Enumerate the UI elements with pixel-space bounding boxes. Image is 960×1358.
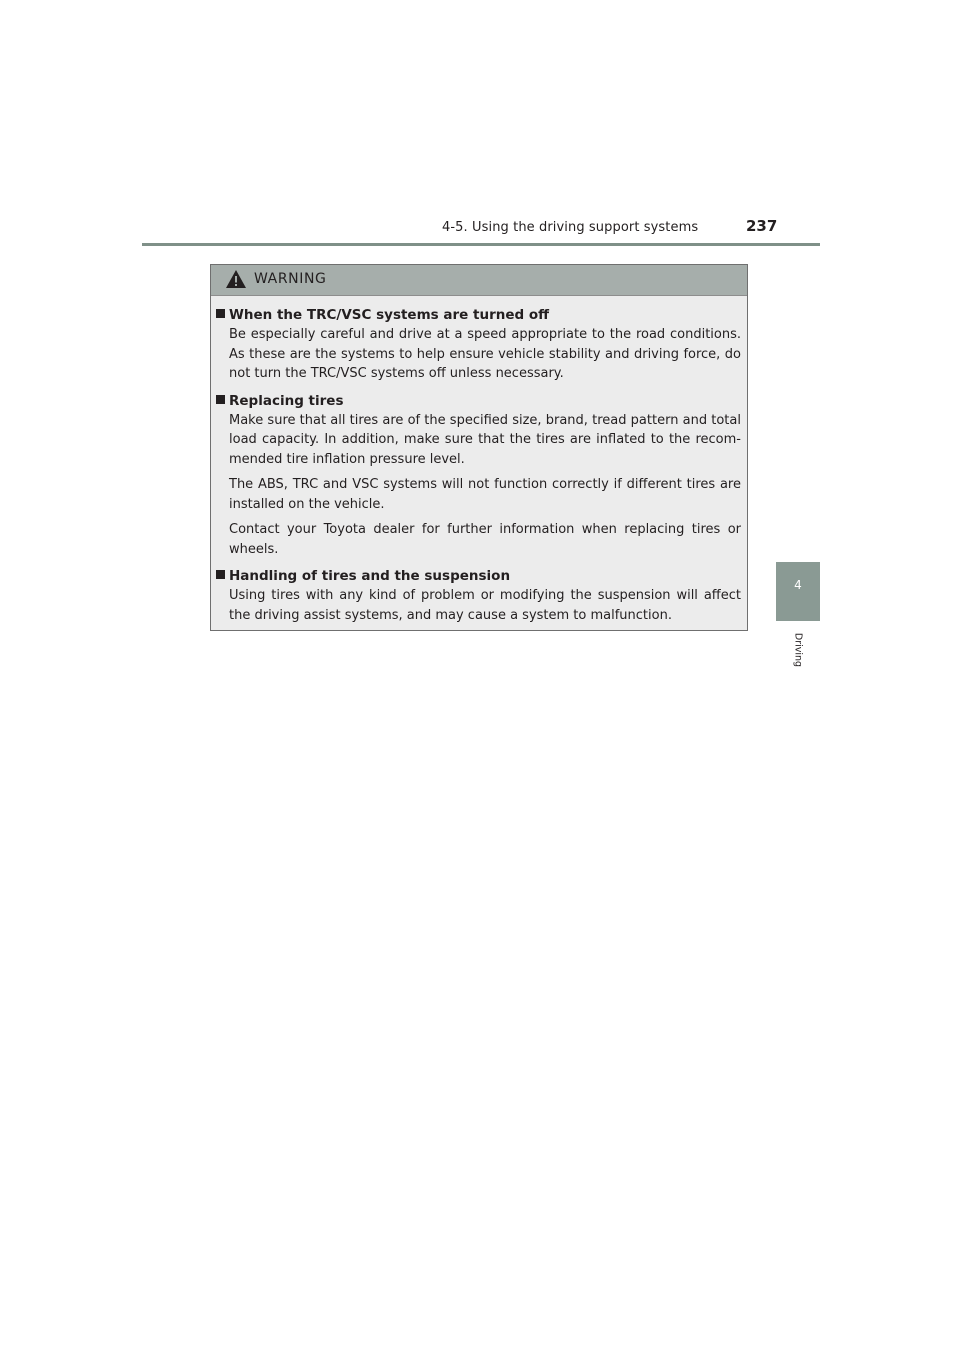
warning-item xyxy=(216,392,741,560)
item-paragraph: Make sure that all tires are of the specified size, brand, tread pattern and total load capacity. In addition, make sure that the tires are inflated to the recom-mended tire inflation pressure level. xyxy=(229,412,741,467)
warning-header xyxy=(211,265,747,296)
chapter-number: 4 xyxy=(794,578,802,592)
chapter-label: Driving xyxy=(792,632,804,668)
page-number: 237 xyxy=(746,217,778,235)
item-heading-text: Replacing tires xyxy=(229,392,344,409)
square-bullet-icon xyxy=(216,395,225,404)
warning-item xyxy=(216,306,741,384)
item-paragraph: Using tires with any kind of problem or modifying the suspension will affect the driving assist systems, and may cause a system to malfunction. xyxy=(229,588,741,623)
item-paragraph: Contact your Toyota dealer for further information when replacing tires or wheels. xyxy=(229,522,741,557)
chapter-tab xyxy=(776,562,820,621)
square-bullet-icon xyxy=(216,309,225,318)
item-heading xyxy=(216,567,741,586)
item-paragraph: Be especially careful and drive at a speed appropriate to the road conditions. As these are the systems to help ensure vehicle stability and driving force, do not turn the TRC/VSC systems off unless necessary. xyxy=(229,327,741,381)
warning-item xyxy=(216,567,741,625)
item-heading xyxy=(216,306,741,325)
warning-icon xyxy=(225,269,247,289)
section-header: 4-5. Using the driving support systems xyxy=(442,220,699,235)
item-heading xyxy=(216,392,741,411)
square-bullet-icon xyxy=(216,570,225,579)
warning-box xyxy=(210,264,748,631)
item-paragraph: The ABS, TRC and VSC systems will not function correctly if different tires are installed on the vehicle. xyxy=(229,477,741,512)
warning-title: WARNING xyxy=(254,271,327,287)
header-rule xyxy=(142,243,820,246)
warning-body xyxy=(211,296,747,625)
item-heading-text: Handling of tires and the suspension xyxy=(229,568,511,584)
item-heading-text: When the TRC/VSC systems are turned off xyxy=(229,307,550,323)
